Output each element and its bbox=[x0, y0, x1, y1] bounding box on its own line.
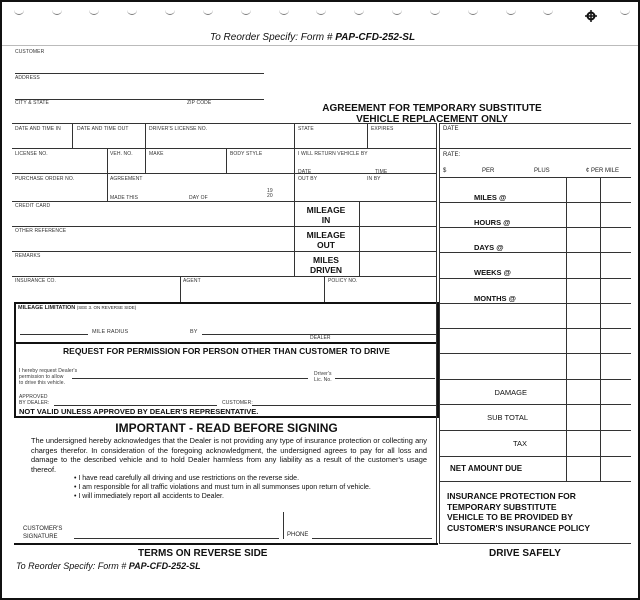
drivers-lic-label bbox=[314, 371, 332, 383]
divider bbox=[12, 276, 436, 277]
approved-line2: BY DEALER: bbox=[19, 400, 50, 406]
punch-hole-icon bbox=[89, 9, 99, 15]
punch-hole-icon bbox=[354, 9, 364, 15]
authorized-driver-field[interactable] bbox=[72, 378, 308, 379]
divider bbox=[14, 342, 439, 344]
divider bbox=[12, 148, 436, 149]
plus-label: PLUS bbox=[534, 168, 550, 174]
agreement-title-line1: AGREEMENT FOR TEMPORARY SUBSTITUTE bbox=[322, 103, 542, 114]
address-field[interactable] bbox=[15, 99, 264, 100]
mile-radius-label: MILE RADIUS bbox=[92, 329, 129, 335]
grid-top-border bbox=[12, 123, 436, 124]
agreement-title-line2: VEHICLE REPLACEMENT ONLY bbox=[356, 114, 508, 125]
per-label: PER bbox=[482, 168, 495, 174]
mileage-limitation-note: (SEE 3. ON REVERSE SIDE) bbox=[76, 305, 137, 310]
customer-sig-line1: CUSTOMER'S bbox=[23, 526, 63, 532]
city-state-label: CITY & STATE bbox=[15, 100, 49, 106]
remarks-label: REMARKS bbox=[15, 253, 41, 259]
agreement-title bbox=[302, 103, 562, 125]
divider bbox=[439, 227, 631, 228]
customer-field[interactable] bbox=[15, 73, 264, 74]
day-of-label: DAY OF bbox=[189, 195, 208, 201]
divider bbox=[107, 173, 108, 201]
rate-hours-label: HOURS @ bbox=[474, 218, 511, 227]
make-label: MAKE bbox=[149, 151, 164, 157]
agent-label: AGENT bbox=[183, 278, 201, 284]
important-paragraph: The undersigned hereby acknowledges that the Dealer is not providing any type of insurance protection or collecting any charges therefor. In consideration of the foregoing acknowledgment, the undersigned agrees to pay for all loss and damage to the described vehicle and to hold Dealer harmless from any liability as a result of the customer's usage thereof. bbox=[31, 436, 427, 474]
sub-total-label: SUB TOTAL bbox=[487, 413, 528, 422]
drivers-license-label: DRIVER'S LICENSE NO. bbox=[149, 126, 208, 132]
mileage-in-label bbox=[291, 205, 361, 225]
date-time-in-label: DATE AND TIME IN bbox=[15, 126, 61, 132]
punch-hole-icon bbox=[52, 9, 62, 15]
return-time-label: TIME bbox=[375, 169, 388, 175]
divider bbox=[14, 543, 438, 545]
punch-hole-icon bbox=[392, 9, 402, 15]
divider bbox=[566, 177, 567, 482]
punch-hole-icon bbox=[543, 9, 553, 15]
divider bbox=[439, 328, 631, 329]
in-by-label: IN BY bbox=[367, 176, 381, 182]
phone-field[interactable] bbox=[312, 538, 432, 539]
address-label: ADDRESS bbox=[15, 75, 40, 81]
important-title: IMPORTANT - READ BEFORE SIGNING bbox=[115, 421, 338, 435]
mileage-in-line2: IN bbox=[321, 215, 331, 225]
year-prefix bbox=[267, 189, 273, 199]
divider bbox=[72, 123, 73, 148]
divider bbox=[439, 303, 631, 304]
mileage-in-line1: MILEAGE bbox=[306, 205, 346, 215]
request-line3: to drive this vehicle. bbox=[19, 380, 66, 386]
customer-signature-label bbox=[23, 525, 62, 541]
mileage-out-line1: MILEAGE bbox=[306, 230, 346, 240]
rate-days-label: DAYS @ bbox=[474, 243, 504, 252]
customer-signature-field[interactable] bbox=[74, 538, 279, 539]
rate-date-label: DATE bbox=[443, 126, 459, 132]
insurance-note bbox=[447, 491, 590, 533]
not-valid-notice: NOT VALID UNLESS APPROVED BY DEALER'S REPRESENTATIVE. bbox=[19, 407, 259, 416]
customer-sig-line2: SIGNATURE bbox=[23, 534, 58, 540]
year-19: 19 bbox=[267, 188, 273, 194]
divider bbox=[439, 379, 631, 380]
approved-by-dealer-label bbox=[19, 394, 49, 406]
divider bbox=[439, 177, 631, 178]
punch-hole-icon bbox=[127, 9, 137, 15]
permission-customer-label: CUSTOMER: bbox=[222, 400, 253, 406]
form-code: PAP-CFD-252-SL bbox=[335, 32, 416, 43]
divider bbox=[439, 148, 631, 149]
divider bbox=[367, 123, 368, 148]
divider bbox=[226, 148, 227, 173]
rate-weeks-label: WEEKS @ bbox=[474, 268, 511, 277]
drivers-lic-line1: Driver's bbox=[314, 371, 332, 377]
divider bbox=[324, 276, 325, 302]
by-label: BY bbox=[190, 329, 198, 335]
bullet-item: • I will immediately report all accidents to Dealer. bbox=[74, 493, 224, 500]
miles-driven-label bbox=[291, 255, 361, 275]
drivers-lic-field[interactable] bbox=[335, 378, 435, 379]
divider bbox=[439, 481, 631, 482]
permission-customer-field[interactable] bbox=[252, 405, 436, 406]
drive-safely: DRIVE SAFELY bbox=[489, 548, 561, 559]
permission-title: REQUEST FOR PERMISSION FOR PERSON OTHER THAN CUSTOMER TO DRIVE bbox=[63, 346, 390, 356]
divider bbox=[12, 226, 436, 227]
approved-by-dealer-field[interactable] bbox=[54, 405, 217, 406]
return-by-label: I WILL RETURN VEHICLE BY bbox=[298, 151, 368, 157]
insurance-co-label: INSURANCE CO. bbox=[15, 278, 57, 284]
out-by-label: OUT BY bbox=[298, 176, 318, 182]
net-amount-due-label: NET AMOUNT DUE bbox=[450, 464, 523, 473]
phone-label: PHONE bbox=[287, 532, 309, 538]
rate-miles-label: MILES @ bbox=[474, 193, 507, 202]
form-code: PAP-CFD-252-SL bbox=[128, 561, 201, 571]
policy-no-label: POLICY NO. bbox=[328, 278, 358, 284]
veh-no-label: VEH. NO. bbox=[110, 151, 133, 157]
punch-hole-icon bbox=[203, 9, 213, 15]
rate-months-label: MONTHS @ bbox=[474, 294, 516, 303]
damage-label: DAMAGE bbox=[494, 388, 527, 397]
rate-label: RATE: bbox=[443, 152, 461, 158]
date-time-out-label: DATE AND TIME OUT bbox=[77, 126, 129, 132]
divider bbox=[439, 543, 631, 544]
request-line1: I hereby request Dealer's bbox=[19, 368, 78, 374]
miles-driven-line2: DRIVEN bbox=[309, 265, 343, 275]
divider bbox=[436, 123, 437, 543]
credit-card-label: CREDIT CARD bbox=[15, 203, 51, 209]
body-style-label: BODY STYLE bbox=[230, 151, 263, 157]
divider bbox=[439, 123, 440, 543]
reorder-header bbox=[210, 32, 415, 43]
divider bbox=[12, 201, 436, 202]
dealer-label: DEALER bbox=[310, 335, 331, 341]
mileage-limitation-label: MILEAGE LIMITATION bbox=[18, 305, 76, 311]
insurance-note-line: CUSTOMER'S INSURANCE POLICY bbox=[447, 522, 591, 533]
divider bbox=[439, 404, 631, 405]
reorder-footer bbox=[16, 561, 201, 571]
license-no-label: LICENSE NO. bbox=[15, 151, 48, 157]
other-reference-label: OTHER REFERENCE bbox=[15, 228, 67, 234]
divider bbox=[12, 173, 436, 174]
punch-hole-icon bbox=[506, 9, 516, 15]
cents-per-mile-label: ¢ PER MILE bbox=[586, 168, 620, 174]
punch-hole-icon bbox=[279, 9, 289, 15]
punch-hole-icon bbox=[14, 9, 24, 15]
punch-hole-icon bbox=[316, 9, 326, 15]
made-this-label: MADE THIS bbox=[110, 195, 139, 201]
zip-code-label: ZIP CODE bbox=[187, 100, 212, 106]
purchase-order-label: PURCHASE ORDER NO. bbox=[15, 176, 75, 182]
divider bbox=[439, 430, 631, 431]
bullet-item: • I have read carefully all driving and use restrictions on the reverse side. bbox=[74, 475, 300, 482]
divider bbox=[145, 148, 146, 173]
drivers-lic-line2: Lic. No. bbox=[314, 377, 332, 383]
expires-label: EXPIRES bbox=[371, 126, 394, 132]
reorder-prefix: To Reorder Specify: Form # bbox=[210, 32, 333, 43]
mile-radius-field[interactable] bbox=[20, 334, 88, 335]
divider bbox=[107, 148, 108, 173]
tax-label: TAX bbox=[512, 439, 527, 448]
divider bbox=[600, 177, 601, 482]
mileage-out-label bbox=[291, 230, 361, 250]
customer-label: CUSTOMER bbox=[15, 49, 45, 55]
insurance-note-line: VEHICLE TO BE PROVIDED BY bbox=[447, 512, 573, 522]
permission-request-text bbox=[19, 368, 77, 386]
agreement-label: AGREEMENT bbox=[110, 176, 143, 182]
year-20: 20 bbox=[267, 193, 273, 199]
request-line2: permission to allow bbox=[19, 374, 64, 380]
rate-top-border bbox=[439, 123, 631, 124]
punch-hole-icon bbox=[468, 9, 478, 15]
divider bbox=[439, 353, 631, 354]
divider bbox=[12, 251, 436, 252]
insurance-note-line: INSURANCE PROTECTION FOR bbox=[447, 491, 576, 501]
divider bbox=[294, 123, 295, 148]
punch-hole-icon bbox=[165, 9, 175, 15]
terms-reverse-side: TERMS ON REVERSE SIDE bbox=[138, 548, 268, 559]
mileage-limitation-title bbox=[18, 305, 136, 311]
miles-driven-line1: MILES bbox=[313, 255, 339, 265]
return-date-label: DATE bbox=[298, 169, 312, 175]
punch-hole-icon bbox=[620, 9, 630, 15]
punch-hole-icon bbox=[430, 9, 440, 15]
divider bbox=[439, 278, 631, 279]
bullet-item: • I am responsible for all traffic violations and must turn in all summonses upon return of vehicle. bbox=[74, 484, 371, 491]
divider bbox=[2, 45, 638, 46]
divider bbox=[439, 456, 631, 457]
divider bbox=[180, 276, 181, 302]
punch-hole-icon bbox=[241, 9, 251, 15]
approved-line1: APPROVED bbox=[19, 394, 48, 400]
state-label: STATE bbox=[298, 126, 314, 132]
divider bbox=[439, 252, 631, 253]
registration-mark-icon bbox=[585, 10, 597, 22]
divider bbox=[145, 123, 146, 148]
divider bbox=[283, 512, 284, 539]
divider bbox=[439, 202, 631, 203]
insurance-note-line: TEMPORARY SUBSTITUTE bbox=[447, 501, 557, 512]
dollar-sign: $ bbox=[443, 168, 447, 174]
mileage-out-line2: OUT bbox=[317, 240, 335, 250]
reorder-prefix: To Reorder Specify: Form # bbox=[16, 561, 127, 571]
